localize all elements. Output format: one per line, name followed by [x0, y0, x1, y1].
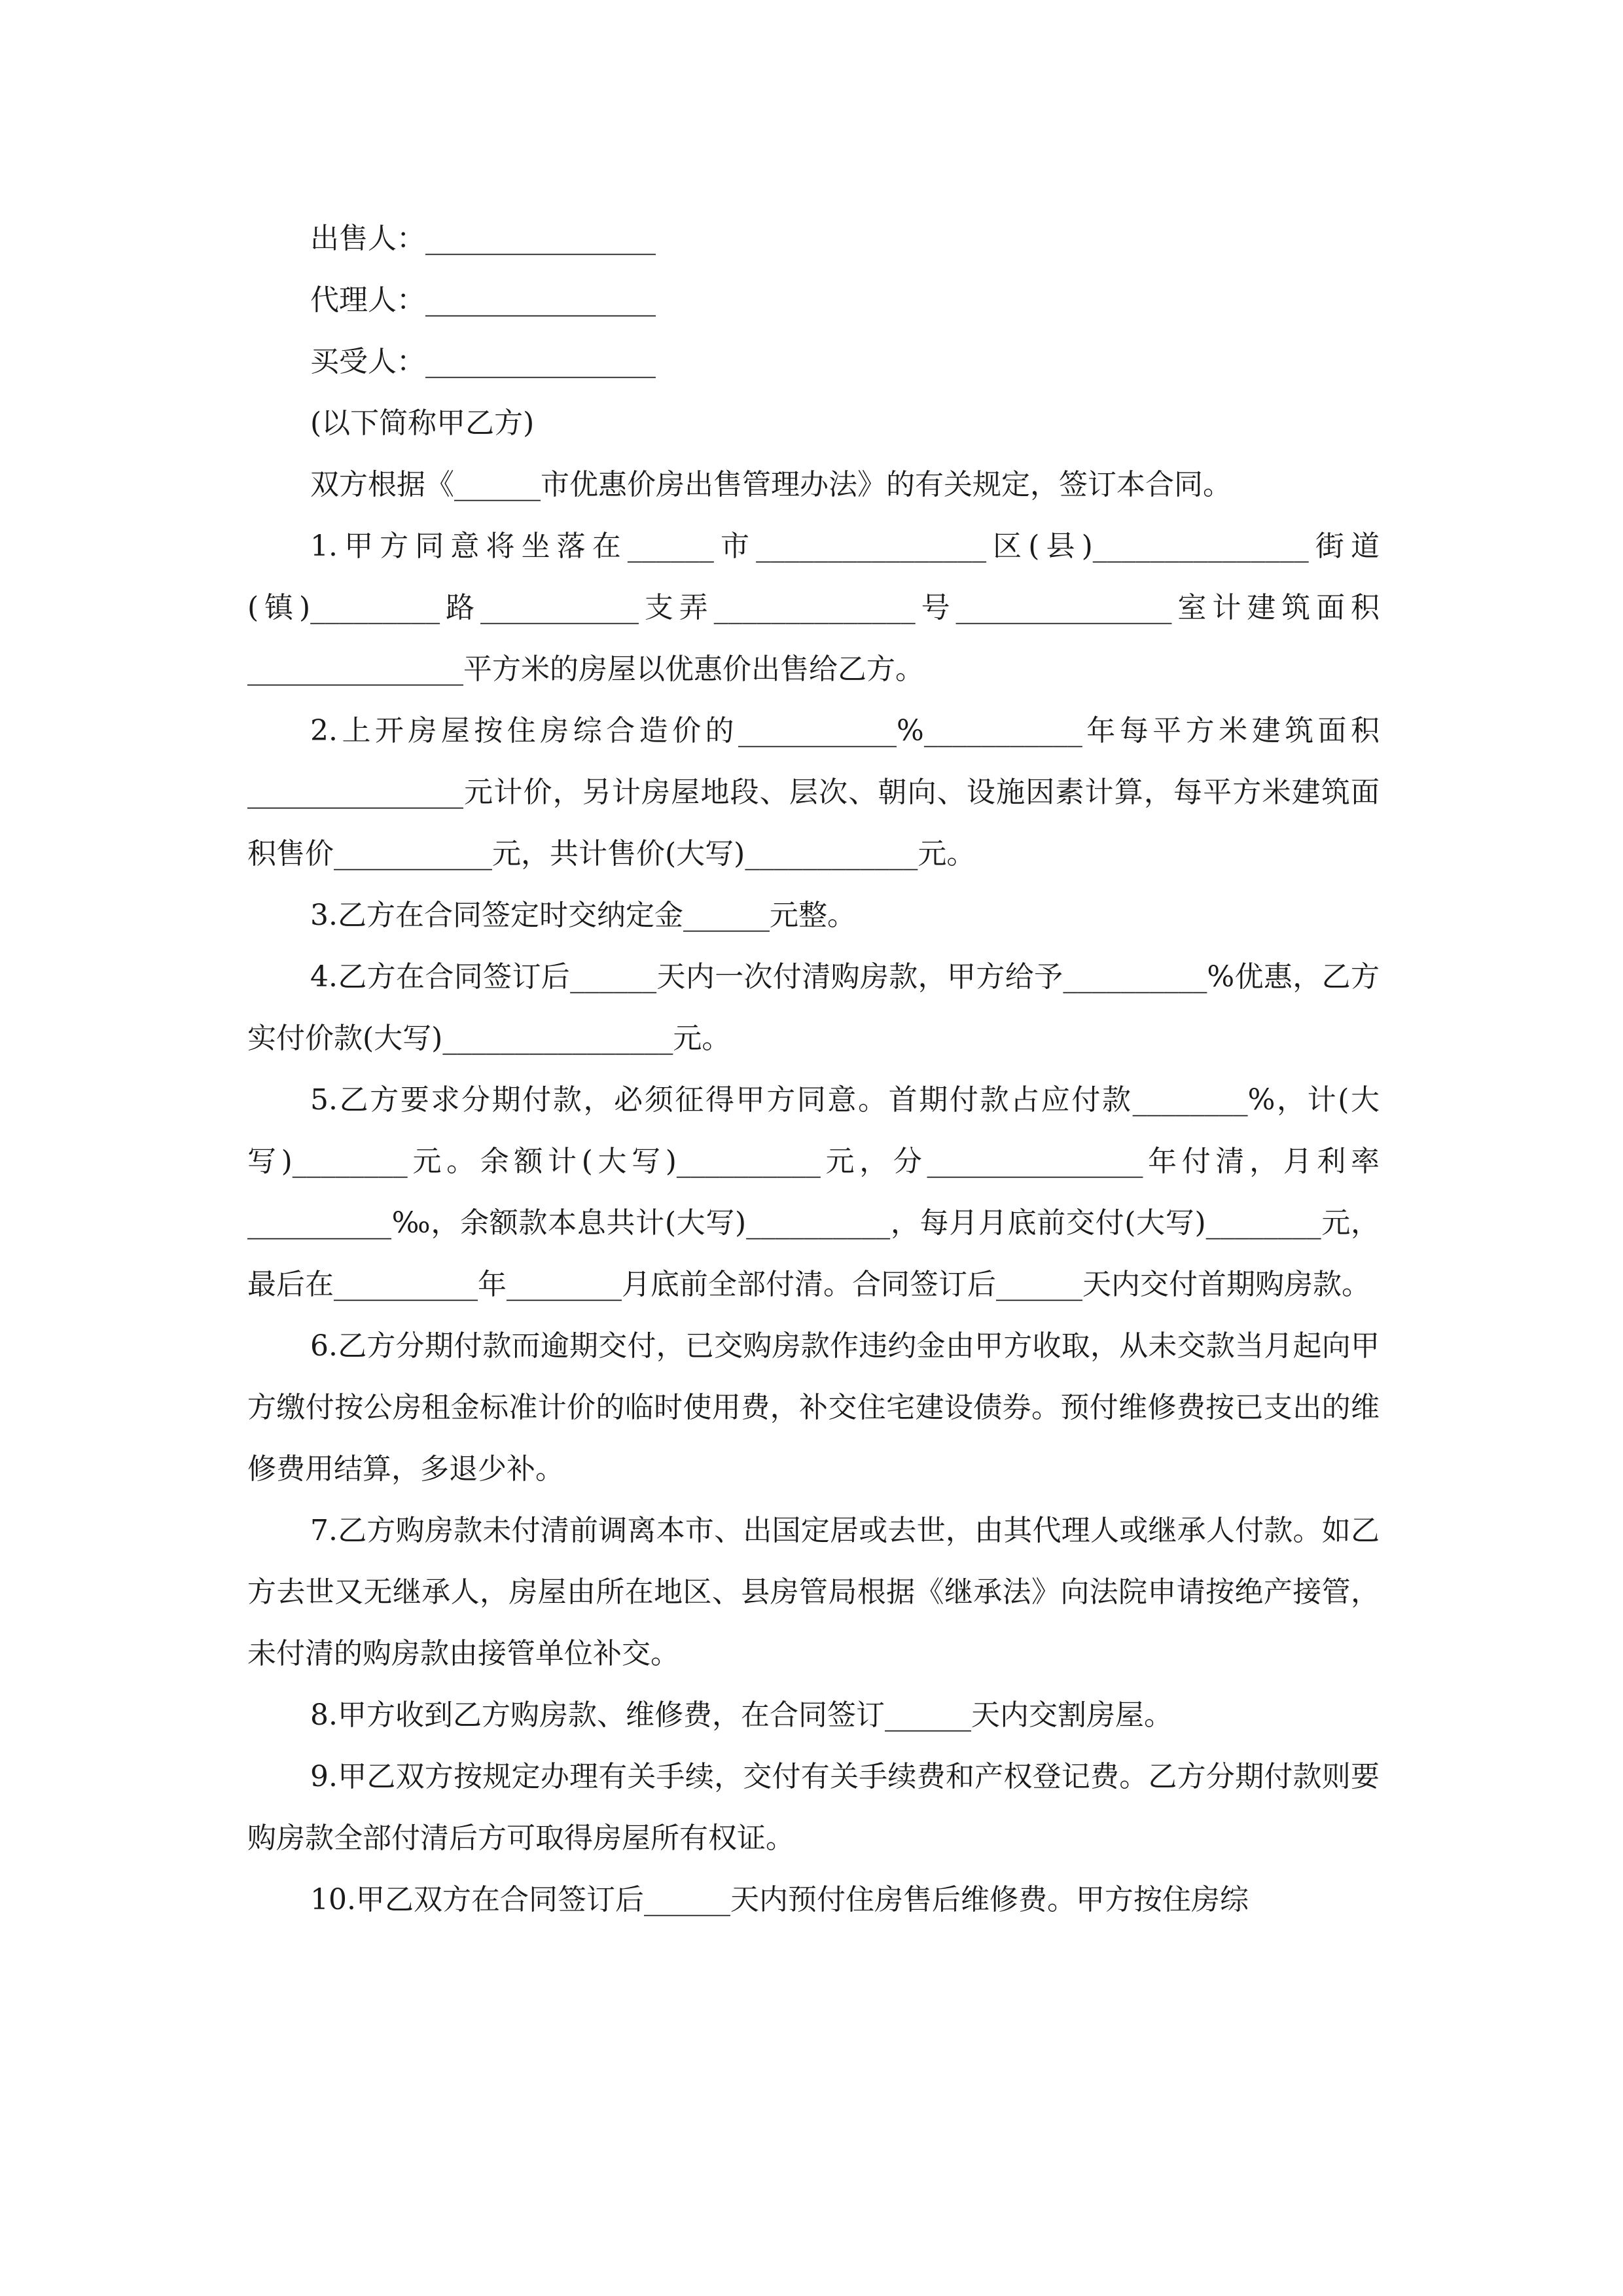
clause-2: 2.上开房屋按住房综合造价的___________%___________年每平方米建筑面积_______________元计价，另计房屋地段、层次、朝向、设施因素计算，每平方米建筑面积售价___________元，共计售价(大写)____________元。	[247, 714, 1380, 870]
clause-7: 7.乙方购房款未付清前调离本市、出国定居或去世，由其代理人或继承人付款。如乙方去世又无继承人，房屋由所在地区、县房管局根据《继承法》向法院申请按绝产接管，未付清的购房款由接管单位补交。	[247, 1514, 1380, 1670]
clause-5: 5.乙方要求分期付款，必须征得甲方同意。首期付款占应付款________%，计(大写)________元。余额计(大写)__________元，分_______________年付清，月利率__________‰，余额款本息共计(大写)__________，每月月底前交付(大写)________元，最后在__________年________月底前全部付清。合同签订后______天内交付首期购房款。	[247, 1083, 1380, 1301]
clause-8: 8.甲方收到乙方购房款、维修费，在合同签订______天内交割房屋。	[310, 1698, 1173, 1732]
buyer-blank: ________________	[425, 345, 656, 378]
buyer-label: 买受人：	[310, 345, 425, 378]
agent-label: 代理人：	[310, 283, 425, 317]
contract-body	[247, 208, 1380, 1931]
agent-blank: ________________	[425, 283, 656, 317]
clause-6: 6.乙方分期付款而逾期交付，已交购房款作违约金由甲方收取，从未交款当月起向甲方缴付按公房租金标准计价的临时使用费，补交住宅建设债券。预付维修费按已支出的维修费用结算，多退少补。	[247, 1329, 1380, 1486]
clause-4: 4.乙方在合同签订后______天内一次付清购房款，甲方给予__________%优惠，乙方实付价款(大写)________________元。	[247, 960, 1380, 1055]
agent-line	[247, 270, 1380, 331]
seller-line	[247, 208, 1380, 270]
short-name-note: (以下简称甲乙方)	[310, 406, 535, 440]
seller-blank: ________________	[425, 222, 656, 255]
clause-1: 1.甲方同意将坐落在______市________________区(县)_______________街道(镇)_________路___________支弄______________号_______________室计建筑面积_______________平方米的房屋以优惠价出售给乙方。	[247, 529, 1380, 686]
clause-9: 9.甲乙双方按规定办理有关手续，交付有关手续费和产权登记费。乙方分期付款则要购房款全部付清后方可取得房屋所有权证。	[247, 1760, 1380, 1855]
clause-3: 3.乙方在合同签定时交纳定金______元整。	[310, 899, 856, 932]
intro-paragraph: 双方根据《______市优惠价房出售管理办法》的有关规定，签订本合同。	[310, 468, 1232, 501]
seller-label: 出售人：	[310, 222, 425, 255]
buyer-line	[247, 331, 1380, 393]
clause-10: 10.甲乙双方在合同签订后______天内预付住房售后维修费。甲方按住房综	[310, 1883, 1249, 1916]
